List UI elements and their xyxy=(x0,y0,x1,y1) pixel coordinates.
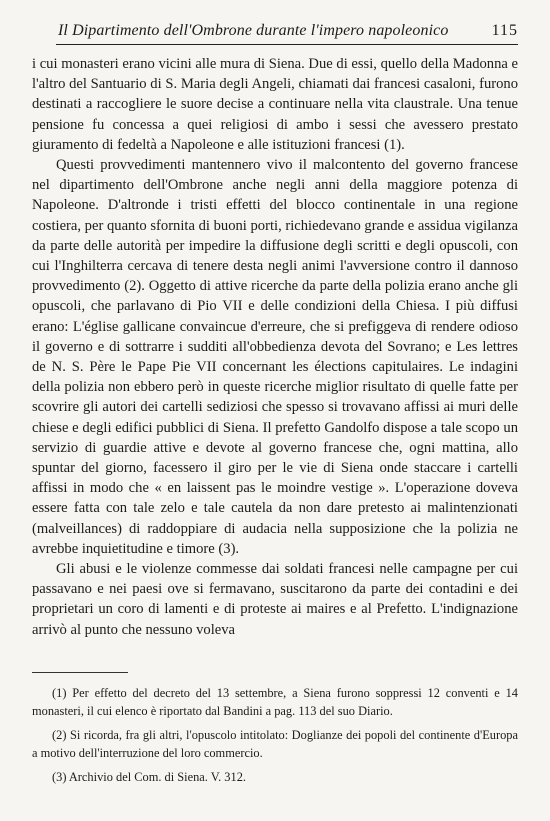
footnote-rule xyxy=(32,672,128,673)
main-text xyxy=(32,54,518,640)
paragraph: Questi provvedimenti mantennero vivo il malcontento del governo francese nel dipartimento dell'Ombrone anche negli anni della maggiore potenza di Napoleone. D'altronde i tristi effetti del blocco continentale in una regione costiera, per quanto sfornita di buoni porti, richiedevano grande e assidua vigilanza da parte delle autorità per impedire la diffusione degli scritti e degli opuscoli, con cui l'Inghilterra cercava di tenere desta negli animi l'avversione contro il dannoso provvedimento (2). Oggetto di attive ricerche da parte della polizia erano anche gli opuscoli, che parlavano di Pio VII e delle condizioni della Chiesa. I più diffusi erano: L'église gallicane convaincue d'erreure, che si prefiggeva di rendere odioso il governo e di sottrarre i sudditi all'obbedienza devota del Sovrano; e Les lettres de N. S. Père le Pape Pie VII concernant les élections capitulaires. Le indagini della polizia non ebbero però in queste ricerche miglior risultato di quelle fatte per scovrire gli autori dei cartelli sediziosi che spesso si trovavano affissi ai muri delle chiese e degli edifici pubblici di Siena. Il prefetto Gandolfo dispose a tale scopo un servizio di guardie attive e devote al governo francese che, ogni mattina, allo spuntar del giorno, facessero il giro per le vie di Siena onde staccare i cartelli affissi in modo che « en laissent pas le moindre vestige ». L'operazione doveva essere fatta con tale zelo e tale cautela da non dare pretesto ai malintenzionati (malveillances) di raddoppiare di audacia nella supposizione che la polizia ne avrebbe inquietitudine e timore (3). xyxy=(32,157,518,557)
paragraph: i cui monasteri erano vicini alle mura di Siena. Due di essi, quello della Madonna e l'altro del Santuario di S. Maria degli Angeli, chiamati dai francesi casaloni, furono destinati a raccogliere le suore decise a continuare nella vita claustrale. Una tenue pensione fu concessa a quei religiosi di ambo i sessi che avessero prestato giuramento di fedeltà a Napoleone e alle istituzioni francesi (1). xyxy=(32,56,518,153)
footnote: (3) Archivio del Com. di Siena. V. 312. xyxy=(52,770,246,784)
paragraph: Gli abusi e le violenze commesse dai soldati francesi nelle campagne per cui passavano e nei paesi ove si fermavano, suscitarono da parte dei contadini e dei proprietari un coro di lamenti e di proteste ai maires e al Prefetto. L'indignazione arrivò al punto che nessuno voleva xyxy=(32,561,518,638)
running-title: Il Dipartimento dell'Ombrone durante l'impero napoleonico xyxy=(58,22,449,39)
header-rule xyxy=(56,44,518,45)
running-header xyxy=(58,20,518,46)
footnote: (2) Si ricorda, fra gli altri, l'opuscolo intitolato: Doglianze dei popoli del continente d'Europa a motivo dell'interruzione del loro commercio. xyxy=(32,728,518,760)
footnotes xyxy=(32,684,518,792)
page-number: 115 xyxy=(491,22,518,39)
footnote: (1) Per effetto del decreto del 13 settembre, a Siena furono soppressi 12 conventi e 14 monasteri, il cui elenco è riportato dal Bandini a pag. 113 del suo Diario. xyxy=(32,686,518,718)
